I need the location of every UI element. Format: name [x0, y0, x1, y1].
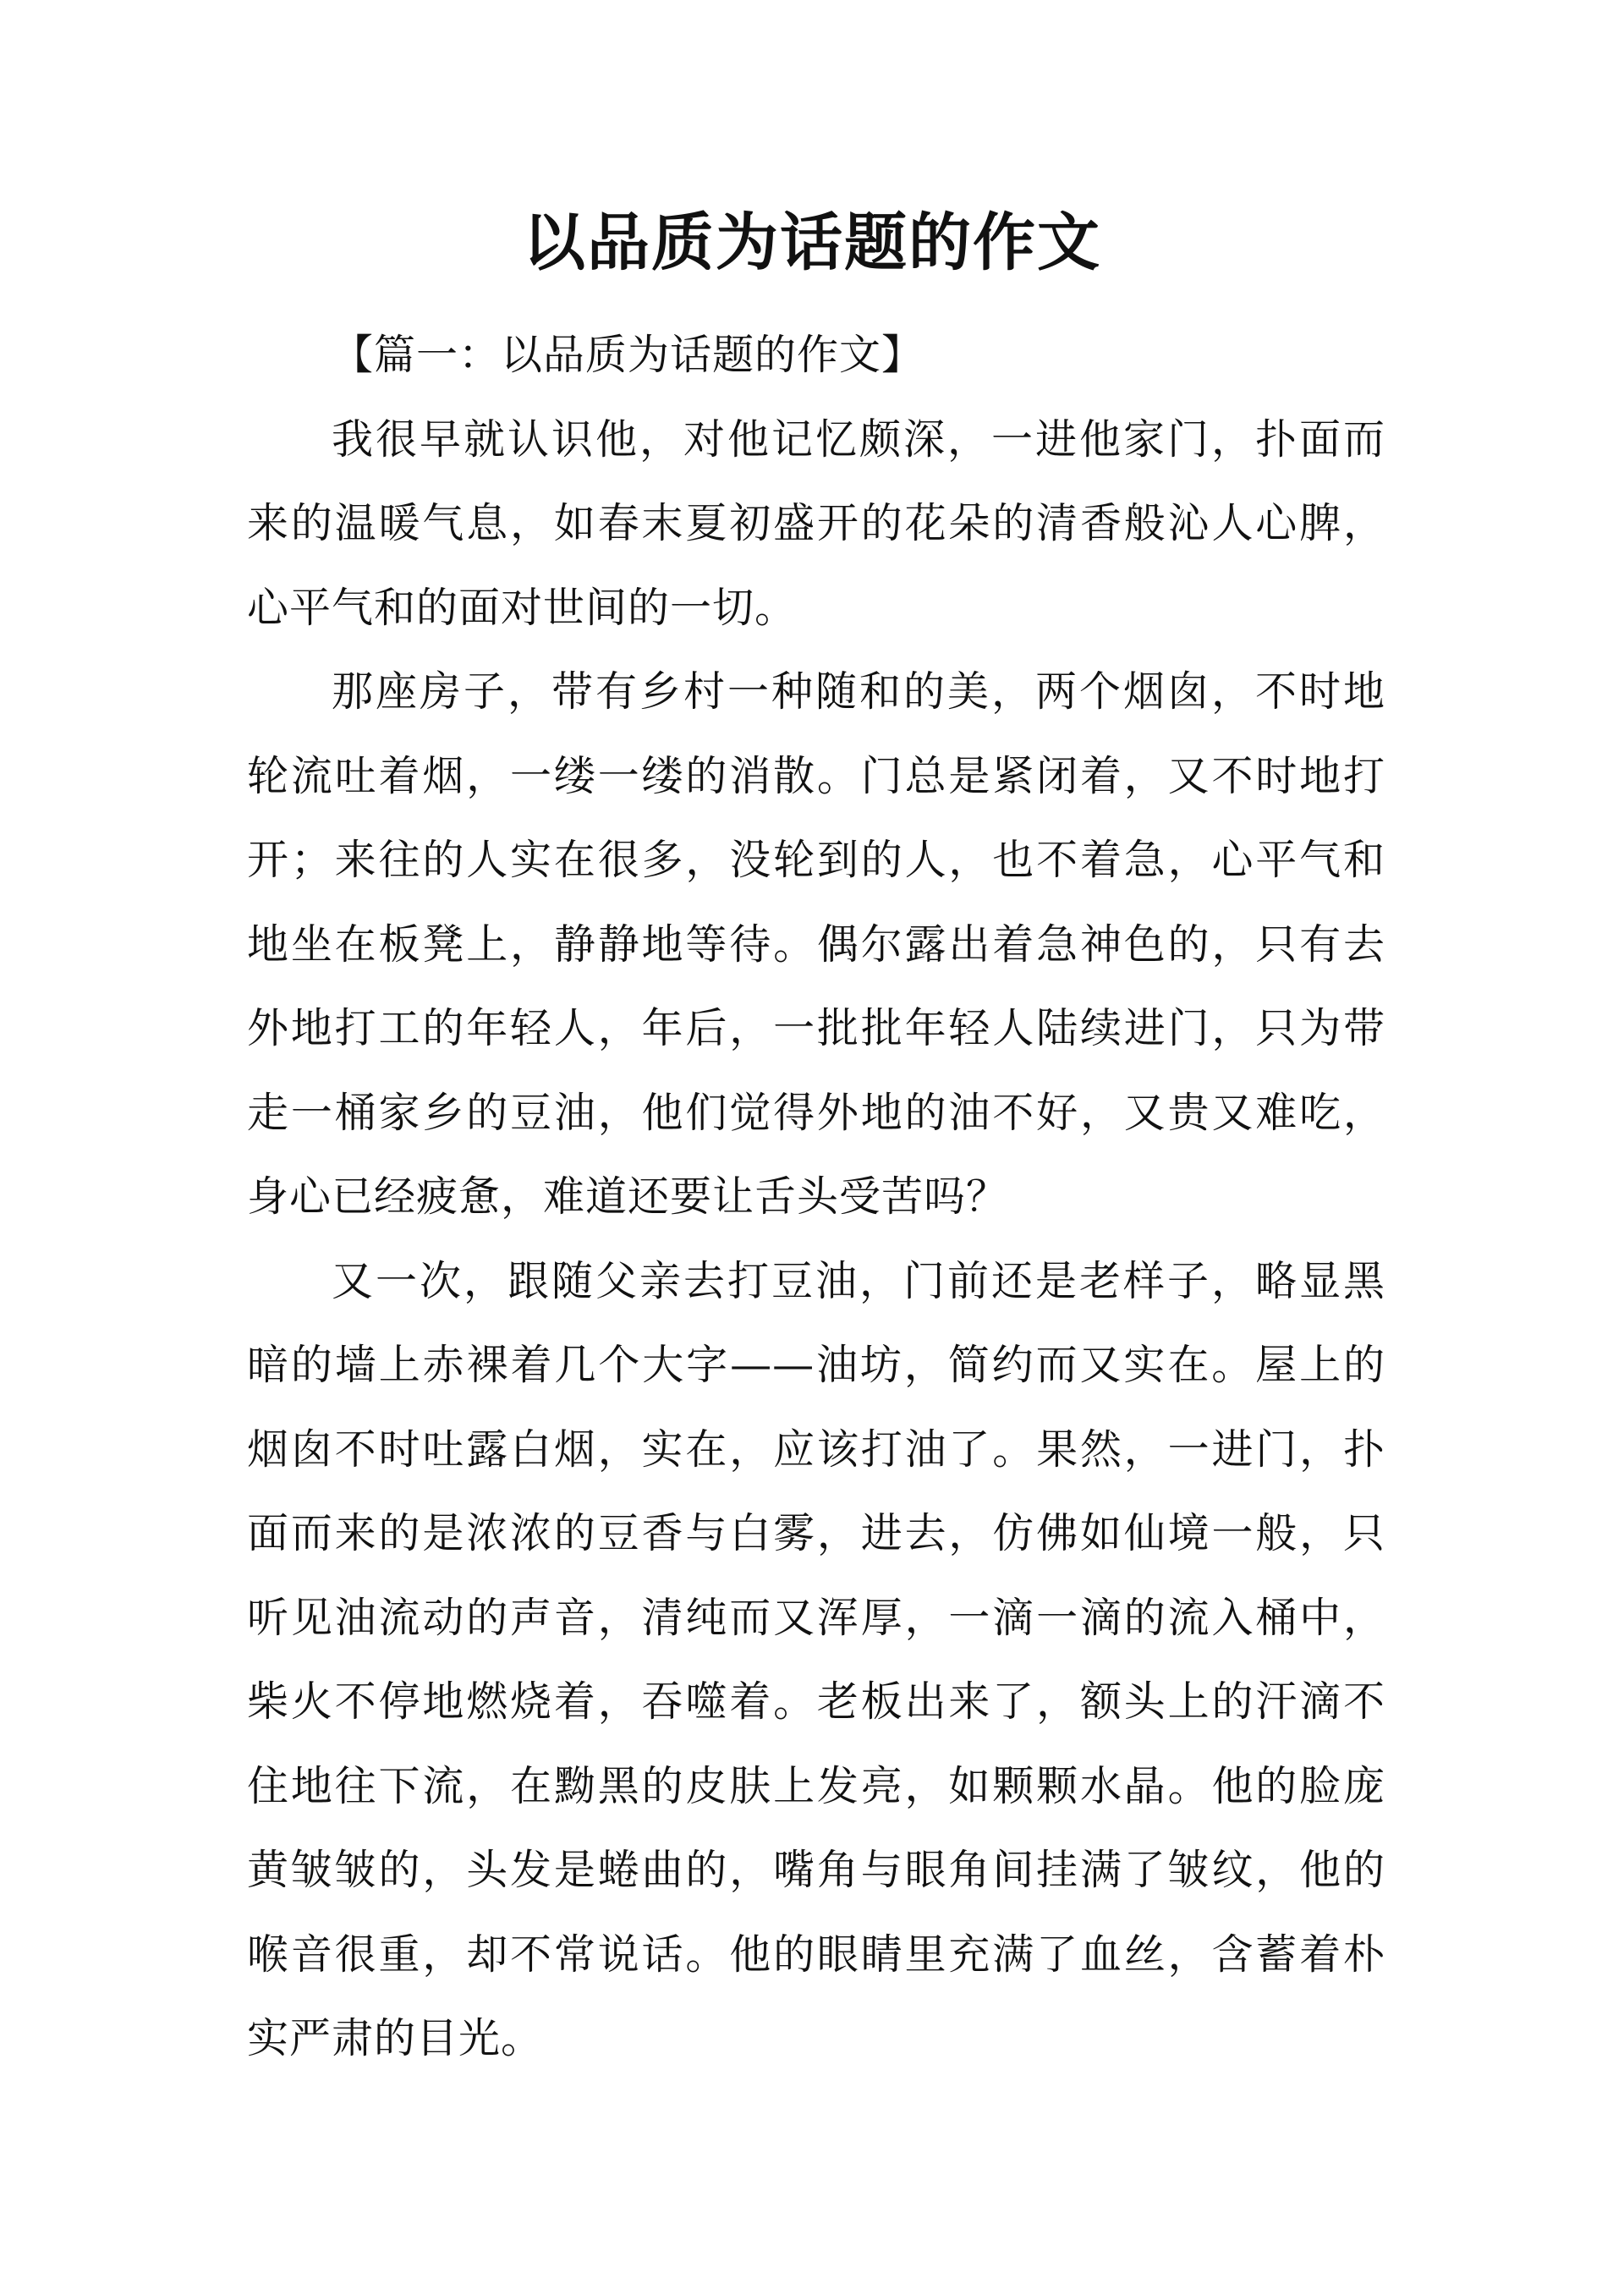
section-heading: 【篇一：以品质为话题的作文】 — [332, 331, 924, 379]
paragraph-2: 那座房子，带有乡村一种随和的美，两个烟囱，不时地轮流吐着烟，一缕一缕的消散。门总是紧闭着，又不时地打开；来往的人实在很多，没轮到的人，也不着急，心平气和地坐在板凳上，静静地等待。偶尔露出着急神色的，只有去外地打工的年轻人，年后，一批批年轻人陆续进门，只为带走一桶家乡的豆油，他们觉得外地的油不好，又贵又难吃，身心已经疲惫，难道还要让舌头受苦吗？ — [247, 667, 1385, 1221]
document-body — [247, 313, 1385, 2081]
paragraph-1: 我很早就认识他，对他记忆颇深，一进他家门，扑面而来的温暖气息，如春末夏初盛开的花朵的清香般沁人心脾，心平气和的面对世间的一切。 — [247, 415, 1385, 632]
paragraph-3: 又一次，跟随父亲去打豆油，门前还是老样子，略显黑暗的墙上赤裸着几个大字——油坊，简约而又实在。屋上的烟囱不时吐露白烟，实在，应该打油了。果然，一进门，扑面而来的是浓浓的豆香与白雾，进去，仿佛如仙境一般，只听见油流动的声音，清纯而又浑厚，一滴一滴的流入桶中，柴火不停地燃烧着，吞噬着。老板出来了，额头上的汗滴不住地往下流，在黝黑的皮肤上发亮，如颗颗水晶。他的脸庞黄皱皱的，头发是蜷曲的，嘴角与眼角间挂满了皱纹，他的喉音很重，却不常说话。他的眼睛里充满了血丝，含蓄着朴实严肃的目光。 — [247, 1256, 1385, 2062]
document-title: 以品质为话题的作文 — [523, 206, 1101, 279]
